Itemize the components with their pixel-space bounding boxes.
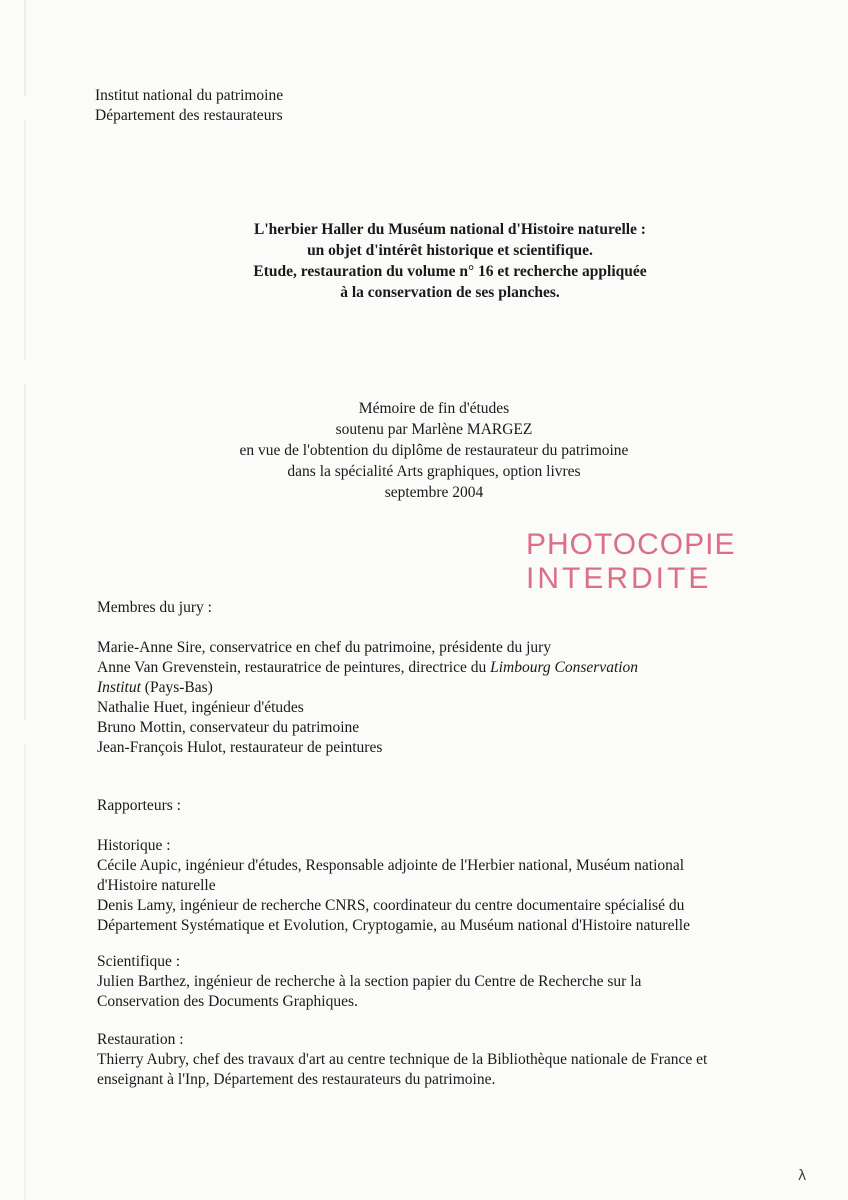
rapporteur-line: Cécile Aupic, ingénieur d'études, Responsable adjointe de l'Herbier national, Muséum national: [97, 857, 685, 874]
page-number: λ: [798, 1168, 807, 1184]
memoire-line: en vue de l'obtention du diplôme de restaurateur du patrimoine: [239, 442, 629, 459]
jury-member-institution: Limbourg Conservation: [490, 659, 639, 676]
title-line: un objet d'intérêt historique et scientifique.: [307, 242, 593, 259]
institution-header: [95, 86, 283, 126]
title-line: L'herbier Haller du Muséum national d'Histoire naturelle :: [254, 221, 646, 238]
jury-member-cont: [97, 678, 787, 698]
jury-member-text: Anne Van Grevenstein, restauratrice de peintures, directrice du: [97, 659, 491, 676]
jury-member: Jean-François Hulot, restaurateur de peintures: [97, 739, 383, 756]
historique-label: Historique :: [97, 837, 171, 854]
rapporteurs-restauration: [97, 1030, 787, 1090]
memoire-info: [134, 398, 734, 503]
jury-member: [97, 658, 787, 678]
rapporteur-line: d'Histoire naturelle: [97, 877, 216, 894]
photocopy-stamp: [526, 528, 735, 596]
stamp-line-2: INTERDITE: [526, 562, 712, 595]
memoire-line: Mémoire de fin d'études: [358, 400, 510, 417]
rapporteur-line: enseignant à l'Inp, Département des restaurateurs du patrimoine.: [97, 1071, 496, 1088]
jury-members: [97, 638, 787, 758]
jury-label: Membres du jury :: [97, 599, 212, 616]
rapporteur-line: Conservation des Documents Graphiques.: [97, 993, 358, 1010]
rapporteurs-scientifique: [97, 952, 787, 1012]
rapporteur-line: Denis Lamy, ingénieur de recherche CNRS, coordinateur du centre documentaire spécialisé du: [97, 897, 685, 914]
restauration-label: Restauration :: [97, 1031, 184, 1048]
rapporteur-line: Département Systématique et Evolution, Cryptogamie, au Muséum national d'Histoire naturelle: [97, 917, 690, 934]
jury-member-institution-cont: Institut: [97, 679, 141, 696]
rapporteur-line: Thierry Aubry, chef des travaux d'art au centre technique de la Bibliothèque nationale de France et: [97, 1051, 708, 1068]
memoire-line: dans la spécialité Arts graphiques, option livres: [287, 463, 581, 480]
institution-name: Institut national du patrimoine: [95, 87, 284, 104]
rapporteurs-historique: [97, 836, 787, 936]
thesis-title: [150, 219, 750, 303]
scan-edge: [24, 0, 26, 1200]
stamp-line-1: PHOTOCOPIE: [526, 528, 736, 561]
jury-member-country: (Pays-Bas): [140, 679, 213, 696]
rapporteur-line: Julien Barthez, ingénieur de recherche à la section papier du Centre de Recherche sur la: [97, 973, 642, 990]
rapporteurs-label: Rapporteurs :: [97, 797, 181, 814]
jury-member: Nathalie Huet, ingénieur d'études: [97, 699, 304, 716]
title-line: à la conservation de ses planches.: [340, 284, 560, 301]
title-line: Etude, restauration du volume n° 16 et recherche appliquée: [253, 263, 647, 280]
department-name: Département des restaurateurs: [95, 107, 283, 124]
jury-member: Bruno Mottin, conservateur du patrimoine: [97, 719, 360, 736]
memoire-line: soutenu par Marlène MARGEZ: [335, 421, 533, 438]
scientifique-label: Scientifique :: [97, 953, 181, 970]
jury-member: Marie-Anne Sire, conservatrice en chef du patrimoine, présidente du jury: [97, 639, 552, 656]
memoire-line: septembre 2004: [384, 484, 484, 501]
